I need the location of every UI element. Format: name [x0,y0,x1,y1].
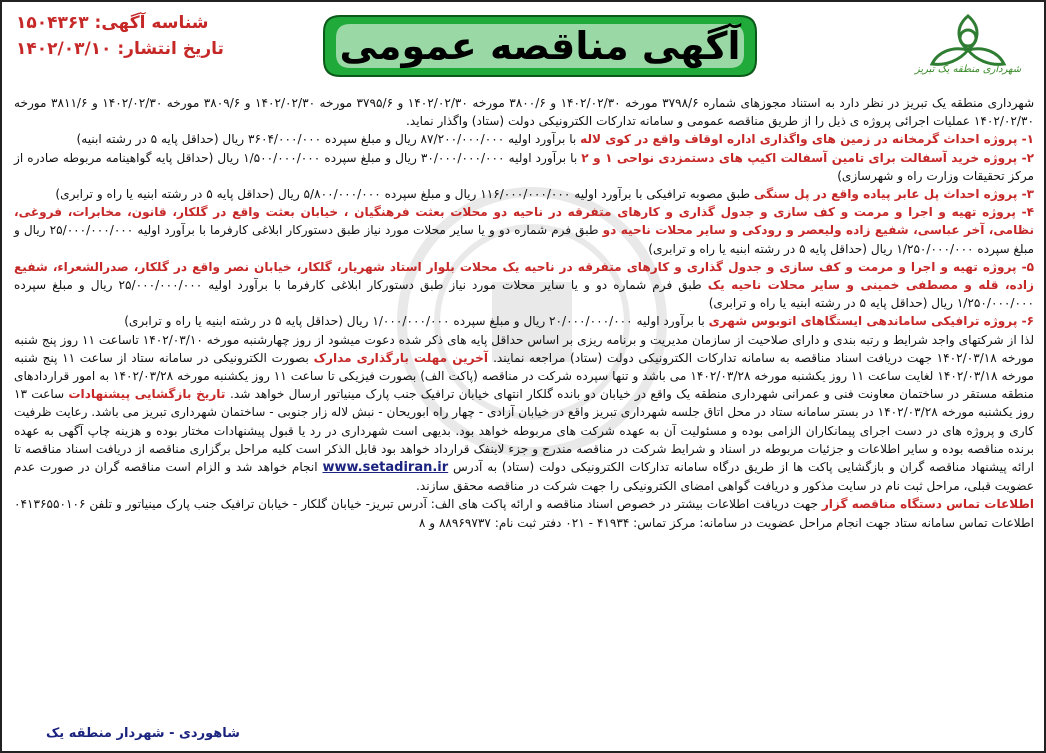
project-title: ۲- پروژه خرید آسفالت برای تامین آسفالت اکیپ های دستمزدی نواحی ۱ و ۲ [581,150,1035,165]
project-title: ۵- پروژه تهیه و اجرا و مرمت و کف سازی و جدول گذاری و کارهای متفرقه در ناحیه یک محلات بلوار استاد شهریار، گلکار، خیابان نصر واقع در گلکار، صدرالشعراء، شفیع زاده، قله و مصطفی خمینی و سایر محلات ناحیه یک [14,259,1035,293]
setad-website-link[interactable]: www.setadiran.ir [322,460,449,476]
contact-paragraph [14,495,1034,531]
title-banner [320,10,760,82]
ad-header [2,2,1046,92]
project-details: با برآورد اولیه ۲۰/۰۰۰/۰۰۰/۰۰۰ ریال و مبلغ سپرده ۱/۰۰۰/۰۰۰/۰۰۰ ریال (حداقل پایه ۵ در رشته ابنیه یا راه و ترابری) [124,314,709,329]
municipality-logo [908,10,1028,88]
project-item [14,149,1034,185]
project-details: با برآورد اولیه ۸۷/۲۰۰/۰۰۰/۰۰۰ ریال و مبلغ سپرده ۳۶۰۴/۰۰۰/۰۰۰ ریال (حداقل پایه ۵ در رشته ابنیه) [76,132,581,147]
ad-id: شناسه آگهی: ۱۵۰۴۳۶۳ [16,13,209,33]
project-item [14,130,1034,148]
ad-meta [16,10,246,62]
logo-emblem-icon [908,10,1028,70]
conditions-text-a: لذا از شرکتهای واجد شرایط و رتبه بندی و دارای صلاحیت از سازمان مدیریت و برنامه ریزی بر اساس حداقل پایه های ذکر شده دعوت میشود از روز چهارشنبه مورخه ۱۴۰۲/۰۳/۱۰ تاساعت ۱۱ روز پنج شنبه مورخه ۱۴۰۲/۰۳/۱۸ جهت دریافت اسناد مناقصه به سامانه تدارکات الکترونیکی دولت (ستاد) مراجعه نمایند. [14,332,1034,365]
project-details: طبق فرم شماره دو و یا سایر محلات مورد نیاز طبق دستورکار ابلاغی کارفرما با برآورد اولیه ۲۵/۰۰۰/۰۰۰/۰۰۰ ریال و مبلغ سپرده ۱/۲۵۰/۰۰۰/۰۰۰ ریال (حداقل پایه ۵ در رشته ابنیه یا راه و ترابری) [14,278,1034,311]
project-details: طبق مصوبه ترافیکی با برآورد اولیه ۱۱۶/۰۰۰/۰۰۰/۰۰۰ ریال و مبلغ سپرده ۵/۸۰۰/۰۰۰/۰۰۰ ریال (حداقل پایه ۵ در رشته ابنیه یا راه و ترابری) [55,187,754,202]
conditions-paragraph [14,331,1034,496]
contact-title: اطلاعات تماس دستگاه مناقصه گزار [821,497,1034,512]
conditions-text-c: ساعت ۱۳ روز یکشنبه مورخه ۱۴۰۲/۰۳/۲۸ در بستر سامانه ستاد در محل اتاق جلسه شهرداری تبریز واقع در خیابان آزادی - چهار راه ابوریحان - نبش لاله زار جنوبی - ساختمان شهرداری تبریز می باشد. رعایت ظرفیت کاری و پروژه های در دست اجرای پیمانکاران الزامی بوده و مسئولیت آن به عهده شرکت های مربوطه خواهد بود. بدیهی است شهرداری در رد یا قبول پیشنهادات مختار بوده و هزینه چاپ آگهی به عهده برنده مناقصه بوده و سایر اطلاعات و جزئیات مربوطه در اسناد و شرایط شرکت در مناقصه مندرج و جزء لاینفک قرارداد خواهد بود قابل الذکر است کلیه مراحل برگزاری مناقصه از دریافت اسناد مناقصه تا ارائه پیشنهاد مناقصه گران و بازگشایی پاکت ها از طریق درگاه سامانه تدارکات الکترونیکی دولت (ستاد) به آدرس [14,387,1035,475]
publish-date: تاریخ انتشار: ۱۴۰۲/۰۳/۱۰ [16,39,224,59]
opening-date-label: تاریخ بازگشایی پیشنهادات [68,387,230,402]
project-details: با برآورد اولیه ۳۰/۰۰۰/۰۰۰/۰۰۰ ریال و مبلغ سپرده ۱/۵۰۰/۰۰۰/۰۰۰ ریال (حداقل پایه گواهینامه مربوطه صادره از مرکز تحقیقات وزارت راه و شهرسازی) [14,150,1034,183]
project-item [14,312,1034,330]
page-title: آگهی مناقصه عمومی [339,24,741,68]
upload-deadline-label: آخرین مهلت بارگذاری مدارک [313,350,494,365]
contact-text: جهت دریافت اطلاعات بیشتر در خصوص اسناد مناقصه و ارائه پاکت های الف: آدرس تبریز- خیابان گلکار - خیابان ترافیک جنب پارک مینیاتور و تلفن ۰۴۱۳۶۵۵۰۱۰۶ اطلاعات تماس سامانه ستاد جهت انجام مراحل عضویت در سامانه: مرکز تماس: ۴۱۹۳۴ - ۰۲۱ دفتر ثبت نام: ۸۸۹۶۹۷۳۷ و ۸ [14,497,1034,530]
project-item [14,258,1034,313]
logo-caption: شهرداری منطقه یک تبریز [914,64,1022,75]
project-item [14,185,1034,203]
project-title: ۳- پروژه احداث پل عابر پیاده واقع در پل سنگی [753,187,1034,202]
project-details: طبق فرم شماره دو و یا سایر محلات مورد نیاز طبق دستورکار ابلاغی کارفرما با برآورد اولیه ۲۵/۰۰۰/۰۰۰/۰۰۰ ریال و مبلغ سپرده ۱/۲۵۰/۰۰۰/۰۰۰ ریال (حداقل پایه ۵ در رشته ابنیه یا راه و ترابری) [14,223,1034,256]
project-item [14,203,1034,258]
project-title: ۴- پروژه تهیه و اجرا و مرمت و کف سازی و جدول گذاری و کارهای متفرقه در ناحیه دو محلات بعثت فرهنگیان ، خیابان بعثت واقع در گلکار، قانون، مخابرات، فروغی، نظامی، آخر عباسی، شفیع زاده ولیعصر و رودکی و سایر محلات ناحیه دو [14,205,1034,238]
ad-body [14,94,1034,739]
signature: شاهوردی - شهردار منطقه یک [46,726,240,741]
intro-paragraph: شهرداری منطقه یک تبریز در نظر دارد به استناد مجوزهای شماره ۳۷۹۸/۶ مورخه ۱۴۰۲/۰۲/۳۰ و ۳۸۰۰/۶ مورخه ۱۴۰۲/۰۲/۳۰ و ۳۷۹۵/۶ مورخه ۱۴۰۲/۰۲/۳۰ و ۳۸۰۹/۶ مورخه ۱۴۰۲/۰۲/۳۰ و ۳۸۱۱/۶ مورخه ۱۴۰۲/۰۲/۳۰ عملیات اجرائی پروژه ی ذیل را از طریق مناقصه عمومی و سامانه تدارکات الکترونیکی دولت (ستاد) واگذار نماید. [14,96,1035,129]
project-title: ۶- پروژه ترافیکی ساماندهی ایستگاهای اتوبوس شهری [708,314,1034,329]
conditions-text-d: انجام خواهد شد و الزام است مناقصه گران در صورت عدم عضویت قبلی، مراحل ثبت نام در سایت مذکور و دریافت گواهی امضای الکترونیکی را جهت شرکت در مناقصه محقق سازند. [14,460,1034,494]
project-title: ۱- پروژه احداث گرمخانه در زمین های واگذاری اداره اوقاف واقع در کوی لاله [580,132,1034,147]
conditions-text-b: بصورت الکترونیکی در سامانه ستاد از ساعت ۱۱ پنج شنبه مورخه ۱۴۰۲/۰۳/۱۸ لغایت ساعت ۱۱ روز یکشنبه مورخه ۱۴۰۲/۰۳/۲۸ می باشد و تنها سپرده شرکت در مناقصه (پاکت الف) بصورت فیزیکی تا ساعت ۱۱ روز یکشنبه مورخه ۱۴۰۲/۰۳/۲۸ به امور قراردادهای منطقه مستقر در ساختمان معاونت فنی و عمرانی شهرداری منطقه یک واقع در خیابان دو بانده گلکار انتهای خیابان ترافیک جنب پارک مینیاتور ارسال خواهد شد. [14,350,1034,402]
